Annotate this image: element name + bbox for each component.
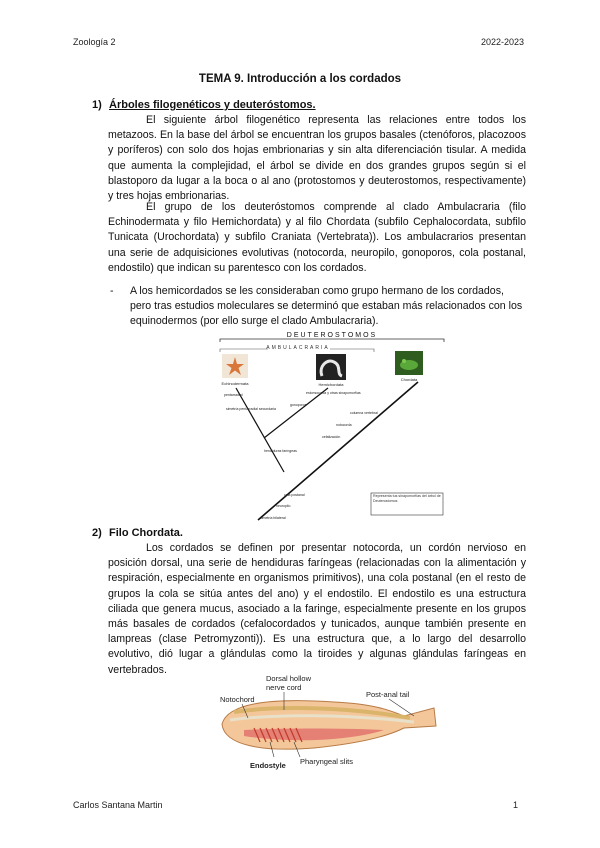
- footer-author: Carlos Santana Martin: [73, 800, 163, 810]
- bullet-item: [108, 284, 526, 330]
- tree-node-9: neuropilo: [276, 504, 291, 508]
- section-1-title: Árboles filogenéticos y deuteróstomos.: [109, 99, 316, 111]
- notochord-label: Notochord: [220, 695, 255, 704]
- tree-node-7: cola postanal: [284, 493, 305, 497]
- chordate-body-plan-diagram: [214, 672, 444, 772]
- bullet-dash: -: [110, 285, 114, 297]
- phylogenetic-tree-figure: [218, 330, 446, 522]
- tree-node-4: estomocorda y otras sinapomorfías: [306, 391, 361, 395]
- chordata-label: Chordata: [400, 377, 418, 382]
- tree-node-6: columna vertebral: [350, 411, 378, 415]
- tree-sub-label: AMBULACRARIA: [266, 345, 330, 351]
- endostyle-label: Endostyle: [250, 761, 286, 770]
- echinodermata-label: Echinodermata: [221, 381, 249, 386]
- section-1-paragraph-1: El siguiente árbol filogenético representa las relaciones entre todos los metazoos. En la base del árbol se encuentran los grupos basales (ctenóforos, placozoos y poríferos) con solo dos hojas embrionarias y sin alta diferenciación tisular. A medida que aumenta la complejidad, el árbol se divide en dos grandes grupos según si el blastoporo da lugar a la boca o al ano (protostomos y deuterostomos, respectivamente) y tres hojas embrionarias.: [108, 114, 526, 203]
- pharyngeal-slits-label: Pharyngeal slits: [300, 757, 353, 766]
- tree-legend: [373, 494, 441, 514]
- tree-node-10: hendiduras faríngeas: [264, 449, 297, 453]
- tree-branch-hemichordata: [264, 388, 328, 438]
- footer-page-number: 1: [512, 800, 518, 810]
- section-2-heading: [92, 527, 183, 539]
- hemichordata-label: Hemichordata: [318, 382, 344, 387]
- tree-node-8: cefalización: [322, 435, 341, 439]
- page-title: TEMA 9. Introducción a los cordados: [198, 73, 402, 85]
- tree-branch-ambulacraria: [236, 388, 284, 472]
- bullet-text: A los hemicordados se les consideraban como grupo hermano de los cordados, pero tras estudios moleculares se determinó que estaban más relacionados con los equinodermos (por ello surge el clado Ambulacraria).: [130, 285, 523, 328]
- nerve-cord-label-1: Dorsal hollow: [266, 674, 312, 683]
- tree-node-2: simetría pentarradial secundaria: [226, 407, 276, 411]
- header-subject: Zoología 2: [73, 37, 116, 47]
- section-2-paragraph: Los cordados se definen por presentar notocorda, un cordón nervioso en posición dorsal, una serie de hendiduras faríngeas (relacionadas con la alimentación y respiración, especialmente en organismos primitivos), una cola postanal (en el resto de grupos la cola se sitúa antes del ano) y el endostilo. El endostilo es una estructura ciliada que genera mucus, asociado a la faringe, especialmente presente en los grupos más basales de cordados (cefalocordados y tunicados, aunque también presente en lampreas (clase Petromyzonti)). Es una estructura que, a lo largo del desarrollo evolutivo, dió lugar a glándulas como la tiroides y algunas glándulas faríngeas en vertebrados.: [108, 542, 526, 676]
- header-year: 2022-2023: [480, 37, 524, 47]
- tree-node-5: notocorda: [336, 423, 352, 427]
- section-1-heading: [92, 99, 316, 111]
- post-anal-tail-label: Post-anal tail: [366, 690, 410, 699]
- tree-node-12: simetría bilateral: [260, 516, 286, 520]
- nerve-cord-label-2: nerve cord: [266, 683, 302, 692]
- section-1-paragraph-2: El grupo de los deuteróstomos comprende al clado Ambulacraria (filo Echinodermata y filo Hemichordata) y al filo Chordata (subfilo Cephalocordata, subfilo Tunicata (Urochordata) y subfilo Craniata (Vertebrata)). Los ambulacrarios presentan una serie de adquisiciones evolutivas (notocorda, neuropilo, gonoporos, cola postanal, endostilo) que indican su parentesco con los cordados.: [108, 201, 526, 274]
- tree-node-3: gonoporos: [290, 403, 307, 407]
- section-2-title: Filo Chordata.: [109, 527, 183, 539]
- section-1-number: 1): [92, 99, 102, 111]
- deuterostome-bracket: [220, 339, 444, 342]
- tree-legend-text: Representa tus sinapomorfías del árbol de Deuterostomos: [373, 494, 441, 503]
- tree-top-label: DEUTEROSTOMOS: [286, 332, 378, 339]
- tree-node-1: pentarradial: [224, 393, 243, 397]
- section-2-number: 2): [92, 527, 102, 539]
